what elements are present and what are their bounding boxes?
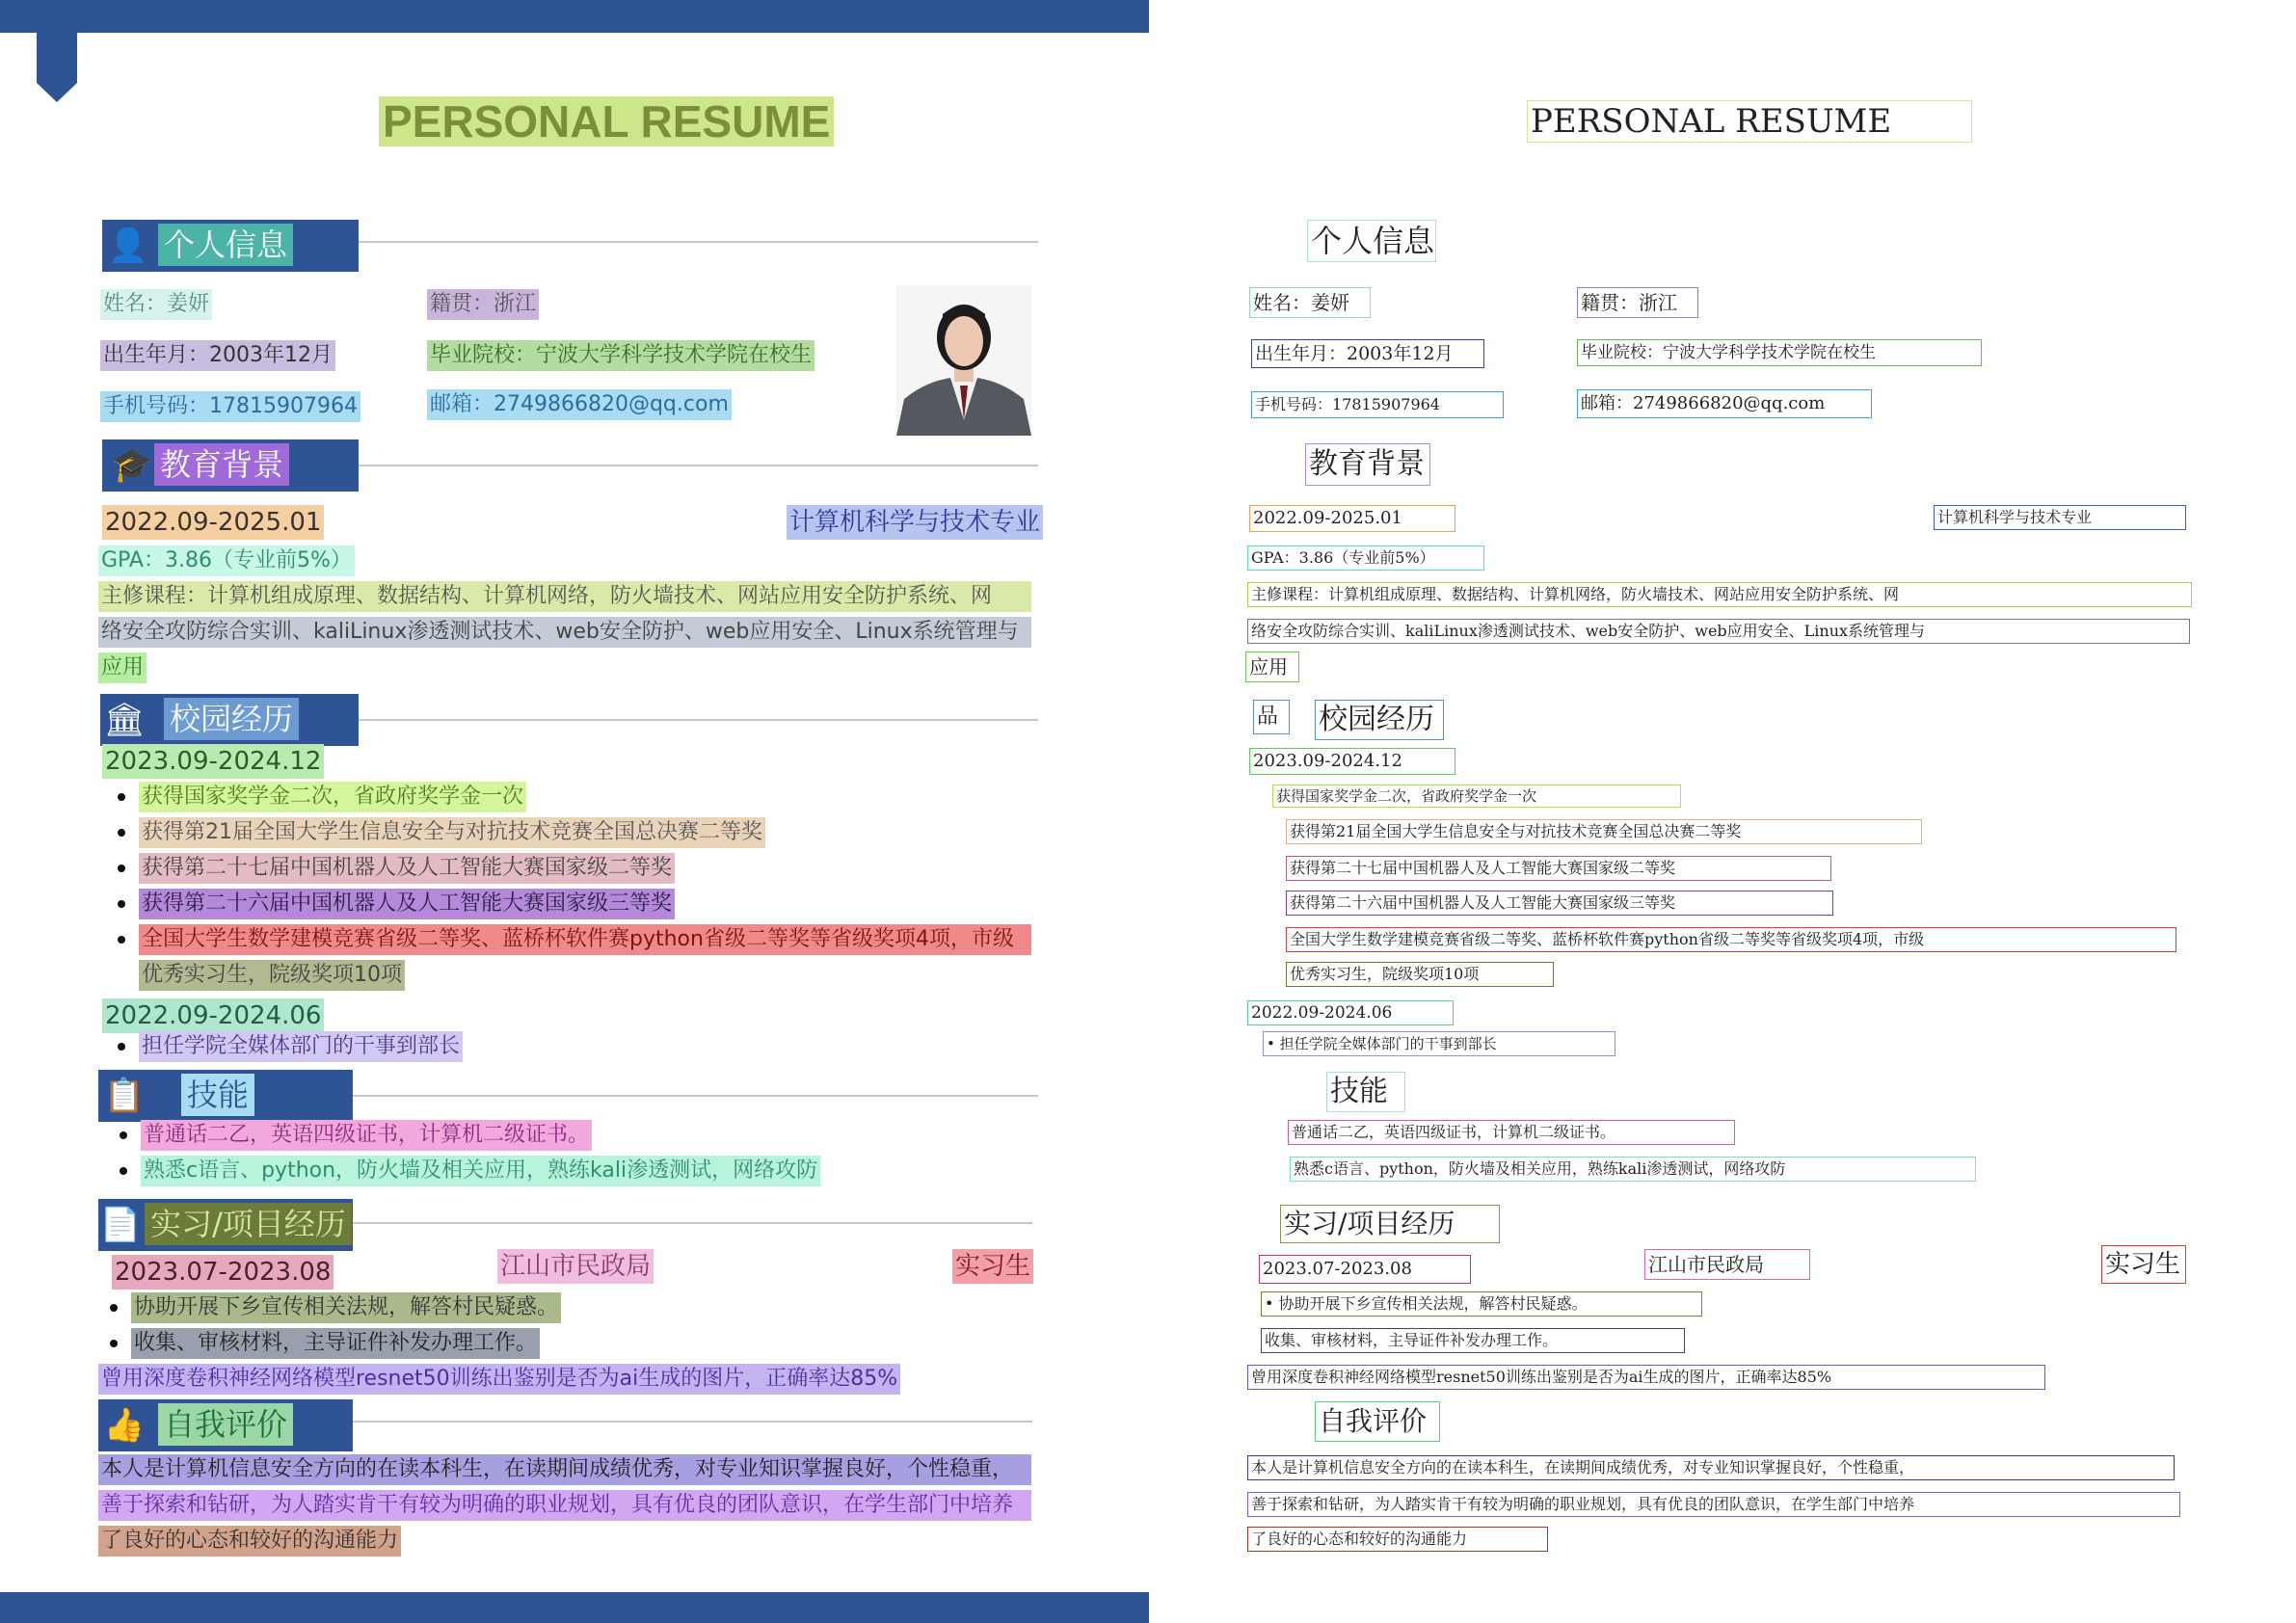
r-role-text: 担任学院全媒体部门的干事到部长 [1279, 1035, 1497, 1052]
personal-info-title: 个人信息 [158, 224, 293, 266]
r-internship-item-2: 收集、审核材料，主导证件补发办理工作。 [1261, 1328, 1685, 1353]
skill-item-2: 熟悉c语言、python，防火墙及相关应用，熟练kali渗透测试，网络攻防 [141, 1156, 820, 1186]
award-item-5-cont: 优秀实习生，院级奖项10项 [139, 960, 405, 991]
thumbs-up-icon: 👍 [103, 1406, 146, 1445]
r-email: 邮箱：2749866820@qq.com [1577, 389, 1872, 418]
evaluation-line-2: 善于探索和钻研，为人踏实肯干有较为明确的职业规划，具有优良的团队意识，在学生部门中培养 [98, 1490, 1031, 1521]
r-internship-item-1-text: 协助开展下乡宣传相关法规，解答村民疑惑。 [1278, 1294, 1588, 1313]
origin-field: 籍贯：浙江 [427, 289, 539, 320]
r-skill-2: 熟悉c语言、python，防火墙及相关应用，熟练kali渗透测试，网络攻防 [1290, 1157, 1976, 1182]
profile-photo [896, 285, 1031, 436]
r-education-heading: 教育背景 [1305, 443, 1430, 486]
resume-title: PERSONAL RESUME [379, 96, 834, 146]
skill-item-1: 普通话二乙，英语四级证书，计算机二级证书。 [141, 1120, 592, 1151]
bullet [118, 865, 125, 872]
r-evaluation-3: 了良好的心态和较好的沟通能力 [1247, 1527, 1548, 1552]
top-banner [0, 0, 1149, 33]
bullet [118, 900, 125, 908]
section-divider [353, 1421, 1032, 1423]
r-building-icon: 品 [1253, 700, 1290, 734]
r-campus-period-2: 2022.09-2024.06 [1247, 1000, 1454, 1025]
r-project: 曾用深度卷积神经网络模型resnet50训练出鉴别是否为ai生成的图片，正确率达85% [1247, 1365, 2045, 1390]
project-text: 曾用深度卷积神经网络模型resnet50训练出鉴别是否为ai生成的图片，正确率达85% [98, 1364, 900, 1395]
bullet [110, 1340, 118, 1347]
section-divider [359, 719, 1038, 721]
award-item-2: 获得第21届全国大学生信息安全与对抗技术竞赛全国总决赛二等奖 [139, 817, 765, 848]
internship-position: 实习生 [952, 1249, 1033, 1284]
role-item: 担任学院全媒体部门的干事到部长 [139, 1031, 463, 1062]
r-award-5-cont: 优秀实习生，院级奖项10项 [1286, 962, 1554, 987]
education-period: 2022.09-2025.01 [102, 505, 324, 540]
bullet [118, 1043, 125, 1051]
education-major: 计算机科学与技术专业 [787, 505, 1043, 540]
r-award-1: 获得国家奖学金二次，省政府奖学金一次 [1272, 785, 1681, 808]
internship-period: 2023.07-2023.08 [112, 1255, 334, 1290]
campus-period-1: 2023.09-2024.12 [102, 744, 324, 779]
r-courses-1: 主修课程：计算机组成原理、数据结构、计算机网络，防火墙技术、网站应用安全防护系统、网 [1247, 582, 2192, 607]
r-award-4: 获得第二十六届中国机器人及人工智能大赛国家级三等奖 [1286, 891, 1833, 916]
r-education-period: 2022.09-2025.01 [1249, 505, 1455, 532]
section-divider [359, 465, 1038, 466]
award-item-1: 获得国家奖学金二次，省政府奖学金一次 [139, 782, 526, 812]
courses-line-3: 应用 [98, 652, 147, 683]
internship-org: 江山市民政局 [497, 1249, 654, 1284]
r-role: • 担任学院全媒体部门的干事到部长 [1263, 1031, 1615, 1056]
skills-title: 技能 [181, 1074, 254, 1116]
birth-field: 出生年月：2003年12月 [100, 340, 335, 371]
building-icon: 🏛 [103, 701, 146, 739]
r-courses-2: 络安全攻防综合实训、kaliLinux渗透测试技术、web安全防护、web应用安全、Linux系统管理与 [1247, 619, 2190, 644]
r-internship-heading: 实习/项目经历 [1280, 1205, 1500, 1243]
internship-title: 实习/项目经历 [145, 1203, 352, 1245]
section-divider [359, 241, 1038, 243]
award-item-5: 全国大学生数学建模竞赛省级二等奖、蓝桥杯软件赛python省级二等奖等省级奖项4项，市级 [139, 924, 1031, 955]
r-award-5: 全国大学生数学建模竞赛省级二等奖、蓝桥杯软件赛python省级二等奖等省级奖项4项，市级 [1286, 927, 2176, 952]
r-internship-position: 实习生 [2101, 1245, 2186, 1284]
internship-item-1: 协助开展下乡宣传相关法规，解答村民疑惑。 [131, 1292, 561, 1323]
r-evaluation-1: 本人是计算机信息安全方向的在读本科生，在读期间成绩优秀，对专业知识掌握良好，个性稳重， [1247, 1455, 2175, 1480]
r-internship-org: 江山市民政局 [1644, 1249, 1810, 1280]
bullet [118, 829, 125, 837]
campus-title: 校园经历 [164, 698, 299, 740]
section-divider [353, 1222, 1032, 1224]
r-name: 姓名：姜妍 [1249, 287, 1371, 318]
r-award-3: 获得第二十七届中国机器人及人工智能大赛国家级二等奖 [1286, 856, 1831, 881]
bullet [118, 793, 125, 801]
r-campus-period-1: 2023.09-2024.12 [1249, 748, 1455, 775]
r-internship-period: 2023.07-2023.08 [1259, 1255, 1471, 1284]
email-field: 邮箱：2749866820@qq.com [427, 389, 732, 420]
r-title: PERSONAL RESUME [1527, 100, 1972, 143]
r-courses-3: 应用 [1245, 652, 1299, 682]
name-field: 姓名：姜妍 [100, 289, 212, 320]
r-education-major: 计算机科学与技术专业 [1934, 505, 2186, 530]
school-field: 毕业院校：宁波大学科学技术学院在校生 [427, 340, 814, 371]
bookmark-ribbon [37, 33, 77, 83]
r-origin: 籍贯：浙江 [1577, 287, 1698, 318]
r-internship-item-1: • 协助开展下乡宣传相关法规，解答村民疑惑。 [1261, 1291, 1702, 1317]
gpa-text: GPA：3.86（专业前5%） [98, 545, 355, 576]
document-icon: 📄 [99, 1206, 142, 1244]
evaluation-line-1: 本人是计算机信息安全方向的在读本科生，在读期间成绩优秀，对专业知识掌握良好，个性稳重， [98, 1454, 1031, 1485]
clipboard-icon: 📋 [103, 1077, 146, 1115]
evaluation-line-3: 了良好的心态和较好的沟通能力 [98, 1526, 401, 1556]
bullet [110, 1304, 118, 1312]
user-icon: 👤 [107, 226, 149, 265]
r-campus-heading: 校园经历 [1315, 700, 1444, 740]
bullet [120, 1167, 127, 1175]
education-title: 教育背景 [154, 443, 289, 486]
courses-line-1: 主修课程：计算机组成原理、数据结构、计算机网络，防火墙技术、网站应用安全防护系统、网 [98, 581, 1031, 612]
graduation-cap-icon: 🎓 [111, 446, 153, 485]
r-phone: 手机号码：17815907964 [1251, 391, 1504, 418]
r-birth: 出生年月：2003年12月 [1251, 339, 1484, 368]
r-evaluation-heading: 自我评价 [1315, 1401, 1440, 1442]
campus-period-2: 2022.09-2024.06 [102, 998, 324, 1033]
phone-field: 手机号码：17815907964 [100, 391, 360, 422]
r-skill-1: 普通话二乙，英语四级证书，计算机二级证书。 [1288, 1120, 1735, 1145]
bookmark-ribbon-tip [37, 83, 77, 102]
section-divider [353, 1095, 1038, 1097]
r-school: 毕业院校：宁波大学科学技术学院在校生 [1577, 339, 1982, 366]
r-personal-heading: 个人信息 [1307, 220, 1436, 262]
r-gpa: GPA：3.86（专业前5%） [1247, 545, 1484, 571]
award-item-4: 获得第二十六届中国机器人及人工智能大赛国家级三等奖 [139, 889, 675, 919]
bullet [118, 936, 125, 944]
r-award-2: 获得第21届全国大学生信息安全与对抗技术竞赛全国总决赛二等奖 [1286, 819, 1922, 844]
bottom-banner [0, 1592, 1149, 1623]
courses-line-2: 络安全攻防综合实训、kaliLinux渗透测试技术、web安全防护、web应用安全、Linux系统管理与 [98, 617, 1031, 648]
r-skills-heading: 技能 [1326, 1072, 1405, 1112]
r-evaluation-2: 善于探索和钻研，为人踏实肯干有较为明确的职业规划，具有优良的团队意识，在学生部门中培养 [1247, 1492, 2180, 1517]
bullet [120, 1131, 127, 1139]
award-item-3: 获得第二十七届中国机器人及人工智能大赛国家级二等奖 [139, 853, 675, 884]
evaluation-title: 自我评价 [158, 1403, 293, 1446]
internship-item-2: 收集、审核材料，主导证件补发办理工作。 [131, 1328, 540, 1359]
